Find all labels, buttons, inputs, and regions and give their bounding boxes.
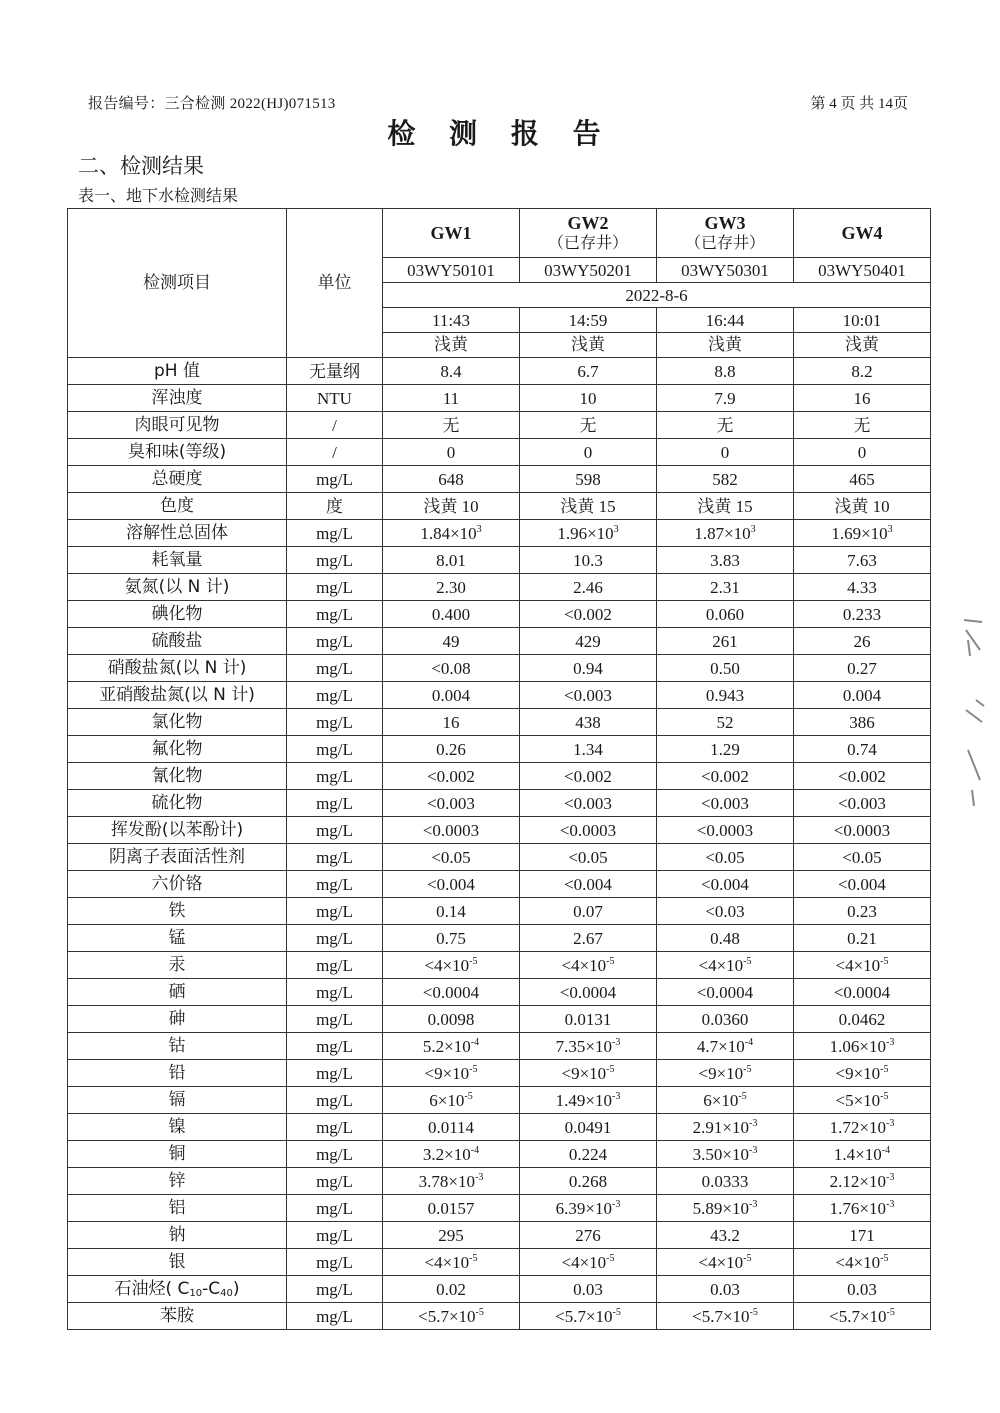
value-cell: $<5.7\times 10^{-5}$	[657, 1303, 794, 1330]
item-name: 阴离子表面活性剂	[68, 844, 287, 871]
value-cell: $<4\times 10^{-5}$	[794, 1249, 931, 1276]
item-name: 耗氧量	[68, 547, 287, 574]
sample-code: 03WY50201	[520, 258, 657, 283]
item-name: 苯胺	[68, 1303, 287, 1330]
value-cell: <0.003	[657, 790, 794, 817]
value-cell: <0.05	[520, 844, 657, 871]
sample-time: 11:43	[383, 308, 520, 333]
item-name: 肉眼可见物	[68, 412, 287, 439]
unit: mg/L	[287, 1276, 383, 1303]
unit: mg/L	[287, 898, 383, 925]
table-row	[68, 574, 931, 601]
value-cell: <0.05	[657, 844, 794, 871]
table-row	[68, 385, 931, 412]
value-cell: <0.0003	[657, 817, 794, 844]
value-cell: 0.0462	[794, 1006, 931, 1033]
value-cell: 598	[520, 466, 657, 493]
item-name: 石油烃( $C_{10}-C_{40}$)	[68, 1276, 287, 1303]
sample-color: 浅黄	[520, 333, 657, 358]
unit: 无量纲	[287, 358, 383, 385]
item-name: 钠	[68, 1222, 287, 1249]
unit: mg/L	[287, 466, 383, 493]
item-name: 砷	[68, 1006, 287, 1033]
table-row	[68, 466, 931, 493]
unit: 度	[287, 493, 383, 520]
value-cell: <0.002	[520, 601, 657, 628]
value-cell: 0.0360	[657, 1006, 794, 1033]
value-cell: 43.2	[657, 1222, 794, 1249]
value-cell: 16	[794, 385, 931, 412]
item-name: 亚硝酸盐氮(以 N 计)	[68, 682, 287, 709]
sample-color: 浅黄	[383, 333, 520, 358]
value-cell: 8.01	[383, 547, 520, 574]
item-name: 挥发酚(以苯酚计)	[68, 817, 287, 844]
report-number: 报告编号：三合检测 2022(HJ)071513	[88, 96, 336, 112]
table-row	[68, 601, 931, 628]
value-cell: 浅黄 10	[794, 493, 931, 520]
value-cell: $<9\times 10^{-5}$	[794, 1060, 931, 1087]
value-cell: 648	[383, 466, 520, 493]
value-cell: 浅黄 10	[383, 493, 520, 520]
item-name: 溶解性总固体	[68, 520, 287, 547]
value-cell: 16	[383, 709, 520, 736]
unit: mg/L	[287, 1114, 383, 1141]
table-row	[68, 1006, 931, 1033]
value-cell: $3.50\times 10^{-3}$	[657, 1141, 794, 1168]
value-cell: $1.96\times 10^3$	[520, 520, 657, 547]
value-cell: 582	[657, 466, 794, 493]
value-cell: 0	[657, 439, 794, 466]
value-cell: 0.400	[383, 601, 520, 628]
unit: NTU	[287, 385, 383, 412]
report-title: 检 测 报 告	[387, 117, 613, 150]
value-cell: 6.7	[520, 358, 657, 385]
value-cell: 0.268	[520, 1168, 657, 1195]
well-header-gw2	[520, 209, 657, 258]
unit: /	[287, 412, 383, 439]
value-cell: <0.003	[520, 682, 657, 709]
value-cell: $4.7\times 10^{-4}$	[657, 1033, 794, 1060]
table-row	[68, 547, 931, 574]
well-note: （已存井）	[684, 233, 765, 252]
table-row	[68, 898, 931, 925]
value-cell: 无	[657, 412, 794, 439]
unit: mg/L	[287, 952, 383, 979]
table-row	[68, 925, 931, 952]
value-cell: 2.31	[657, 574, 794, 601]
value-cell: $<5\times 10^{-5}$	[794, 1087, 931, 1114]
item-name: 碘化物	[68, 601, 287, 628]
header-row-wells	[68, 209, 931, 258]
value-cell: 0.23	[794, 898, 931, 925]
item-name: 铁	[68, 898, 287, 925]
value-cell: 0.004	[794, 682, 931, 709]
item-name: 臭和味(等级)	[68, 439, 287, 466]
table-row	[68, 682, 931, 709]
value-cell: $1.06\times 10^{-3}$	[794, 1033, 931, 1060]
value-cell: 386	[794, 709, 931, 736]
item-name: 氨氮(以 N 计)	[68, 574, 287, 601]
value-cell: <0.0003	[794, 817, 931, 844]
unit: mg/L	[287, 1303, 383, 1330]
well-name: GW1	[430, 222, 472, 243]
value-cell: 0.75	[383, 925, 520, 952]
item-header: 检测项目	[68, 209, 287, 358]
value-cell: 浅黄 15	[520, 493, 657, 520]
value-cell: 465	[794, 466, 931, 493]
value-cell: 0.07	[520, 898, 657, 925]
sample-time: 16:44	[657, 308, 794, 333]
item-name: 镉	[68, 1087, 287, 1114]
value-cell: <0.002	[657, 763, 794, 790]
value-cell: <0.05	[794, 844, 931, 871]
value-cell: $2.91\times 10^{-3}$	[657, 1114, 794, 1141]
value-cell: 0.224	[520, 1141, 657, 1168]
item-name: 汞	[68, 952, 287, 979]
value-cell: <0.002	[520, 763, 657, 790]
table-row	[68, 1168, 931, 1195]
value-cell: $1.87\times 10^3$	[657, 520, 794, 547]
value-cell: 0.94	[520, 655, 657, 682]
item-name: 氰化物	[68, 763, 287, 790]
value-cell: 1.29	[657, 736, 794, 763]
value-cell: 0.0157	[383, 1195, 520, 1222]
value-cell: 276	[520, 1222, 657, 1249]
unit: /	[287, 439, 383, 466]
unit: mg/L	[287, 817, 383, 844]
value-cell: <0.0004	[794, 979, 931, 1006]
value-cell: $6.39\times 10^{-3}$	[520, 1195, 657, 1222]
item-name: 钴	[68, 1033, 287, 1060]
unit: mg/L	[287, 790, 383, 817]
item-name: 色度	[68, 493, 287, 520]
value-cell: <0.05	[383, 844, 520, 871]
sample-code: 03WY50401	[794, 258, 931, 283]
unit: mg/L	[287, 1087, 383, 1114]
value-cell: $<4\times 10^{-5}$	[520, 952, 657, 979]
value-cell: 0.03	[657, 1276, 794, 1303]
value-cell: 11	[383, 385, 520, 412]
value-cell: $<5.7\times 10^{-5}$	[383, 1303, 520, 1330]
item-name: pH 值	[68, 358, 287, 385]
item-name: 硫化物	[68, 790, 287, 817]
value-cell: 0.21	[794, 925, 931, 952]
value-cell: 0	[383, 439, 520, 466]
unit: mg/L	[287, 736, 383, 763]
value-cell: 0.0491	[520, 1114, 657, 1141]
value-cell: $<9\times 10^{-5}$	[657, 1060, 794, 1087]
unit: mg/L	[287, 925, 383, 952]
table-row	[68, 763, 931, 790]
value-cell: 0.74	[794, 736, 931, 763]
value-cell: 0.03	[520, 1276, 657, 1303]
value-cell: 0.50	[657, 655, 794, 682]
table-row	[68, 412, 931, 439]
value-cell: 无	[383, 412, 520, 439]
table-row	[68, 709, 931, 736]
table-row	[68, 358, 931, 385]
value-cell: 295	[383, 1222, 520, 1249]
value-cell: <0.0003	[383, 817, 520, 844]
item-name: 铝	[68, 1195, 287, 1222]
value-cell: <0.0004	[383, 979, 520, 1006]
item-name: 镍	[68, 1114, 287, 1141]
unit: mg/L	[287, 574, 383, 601]
value-cell: $<5.7\times 10^{-5}$	[794, 1303, 931, 1330]
value-cell: 2.30	[383, 574, 520, 601]
well-header-gw4	[794, 209, 931, 258]
table-row	[68, 520, 931, 547]
value-cell: <0.003	[383, 790, 520, 817]
unit: mg/L	[287, 1195, 383, 1222]
unit: mg/L	[287, 1033, 383, 1060]
value-cell: 10.3	[520, 547, 657, 574]
value-cell: <0.003	[794, 790, 931, 817]
value-cell: 8.8	[657, 358, 794, 385]
value-cell: 49	[383, 628, 520, 655]
item-name: 浑浊度	[68, 385, 287, 412]
value-cell: $<9\times 10^{-5}$	[520, 1060, 657, 1087]
value-cell: 438	[520, 709, 657, 736]
item-name: 铅	[68, 1060, 287, 1087]
value-cell: 2.46	[520, 574, 657, 601]
value-cell: $5.2\times 10^{-4}$	[383, 1033, 520, 1060]
value-cell: 171	[794, 1222, 931, 1249]
unit: mg/L	[287, 601, 383, 628]
table-row	[68, 1222, 931, 1249]
value-cell: $7.35\times 10^{-3}$	[520, 1033, 657, 1060]
results-table	[67, 208, 931, 1330]
value-cell: 7.63	[794, 547, 931, 574]
item-name: 氯化物	[68, 709, 287, 736]
sample-code: 03WY50301	[657, 258, 794, 283]
well-header-gw1	[383, 209, 520, 258]
unit: mg/L	[287, 682, 383, 709]
value-cell: $6\times 10^{-5}$	[383, 1087, 520, 1114]
value-cell: $<4\times 10^{-5}$	[794, 952, 931, 979]
value-cell: $5.89\times 10^{-3}$	[657, 1195, 794, 1222]
value-cell: 0.233	[794, 601, 931, 628]
value-cell: 0.02	[383, 1276, 520, 1303]
unit: mg/L	[287, 871, 383, 898]
value-cell: $<4\times 10^{-5}$	[657, 1249, 794, 1276]
table-row	[68, 736, 931, 763]
table-row	[68, 952, 931, 979]
unit: mg/L	[287, 628, 383, 655]
table-row	[68, 1060, 931, 1087]
value-cell: <0.003	[520, 790, 657, 817]
section-heading: 二、检测结果	[78, 154, 204, 178]
value-cell: $2.12\times 10^{-3}$	[794, 1168, 931, 1195]
item-name: 银	[68, 1249, 287, 1276]
sample-time: 10:01	[794, 308, 931, 333]
value-cell: 0.14	[383, 898, 520, 925]
item-name: 六价铬	[68, 871, 287, 898]
stamp-edge-mark	[958, 610, 988, 810]
well-name: GW4	[841, 222, 883, 243]
table-row	[68, 790, 931, 817]
value-cell: 无	[520, 412, 657, 439]
value-cell: $1.4\times 10^{-4}$	[794, 1141, 931, 1168]
value-cell: 0.0098	[383, 1006, 520, 1033]
value-cell: $<5.7\times 10^{-5}$	[520, 1303, 657, 1330]
value-cell: $6\times 10^{-5}$	[657, 1087, 794, 1114]
value-cell: $<4\times 10^{-5}$	[520, 1249, 657, 1276]
value-cell: 10	[520, 385, 657, 412]
value-cell: 3.83	[657, 547, 794, 574]
value-cell: 无	[794, 412, 931, 439]
value-cell: $3.2\times 10^{-4}$	[383, 1141, 520, 1168]
item-name: 总硬度	[68, 466, 287, 493]
table-row	[68, 817, 931, 844]
sample-date: 2022-8-6	[383, 283, 931, 308]
table-row	[68, 1114, 931, 1141]
value-cell: 429	[520, 628, 657, 655]
value-cell: 8.2	[794, 358, 931, 385]
sample-code: 03WY50101	[383, 258, 520, 283]
value-cell: $<9\times 10^{-5}$	[383, 1060, 520, 1087]
well-name: GW3	[704, 213, 746, 233]
value-cell: $<4\times 10^{-5}$	[383, 952, 520, 979]
value-cell: <0.08	[383, 655, 520, 682]
table-row	[68, 1141, 931, 1168]
item-name: 硫酸盐	[68, 628, 287, 655]
value-cell: 0.03	[794, 1276, 931, 1303]
well-note: （已存井）	[547, 233, 628, 252]
unit: mg/L	[287, 1222, 383, 1249]
value-cell: <0.004	[520, 871, 657, 898]
unit: mg/L	[287, 655, 383, 682]
value-cell: 52	[657, 709, 794, 736]
value-cell: <0.002	[383, 763, 520, 790]
value-cell: 0.943	[657, 682, 794, 709]
table-row	[68, 1276, 931, 1303]
table-row	[68, 1249, 931, 1276]
table-row	[68, 628, 931, 655]
item-name: 锌	[68, 1168, 287, 1195]
unit: mg/L	[287, 520, 383, 547]
unit: mg/L	[287, 547, 383, 574]
unit: mg/L	[287, 844, 383, 871]
unit: mg/L	[287, 1141, 383, 1168]
value-cell: 4.33	[794, 574, 931, 601]
value-cell: $1.76\times 10^{-3}$	[794, 1195, 931, 1222]
value-cell: 0.48	[657, 925, 794, 952]
value-cell: <0.0003	[520, 817, 657, 844]
item-name: 硝酸盐氮(以 N 计)	[68, 655, 287, 682]
unit: mg/L	[287, 1168, 383, 1195]
value-cell: <0.0004	[657, 979, 794, 1006]
results-table-body	[68, 209, 931, 1330]
table-row	[68, 1195, 931, 1222]
value-cell: 26	[794, 628, 931, 655]
value-cell: 0.27	[794, 655, 931, 682]
unit: mg/L	[287, 979, 383, 1006]
item-name: 硒	[68, 979, 287, 1006]
value-cell: <0.0004	[520, 979, 657, 1006]
value-cell: $1.84\times 10^3$	[383, 520, 520, 547]
table-row	[68, 979, 931, 1006]
unit: mg/L	[287, 1060, 383, 1087]
value-cell: $<4\times 10^{-5}$	[657, 952, 794, 979]
unit-header: 单位	[287, 209, 383, 358]
sample-color: 浅黄	[794, 333, 931, 358]
table-row	[68, 439, 931, 466]
table-row	[68, 1303, 931, 1330]
table-row	[68, 655, 931, 682]
value-cell: $3.78\times 10^{-3}$	[383, 1168, 520, 1195]
value-cell: <0.004	[657, 871, 794, 898]
sample-color: 浅黄	[657, 333, 794, 358]
value-cell: 0.0114	[383, 1114, 520, 1141]
value-cell: $<4\times 10^{-5}$	[383, 1249, 520, 1276]
unit: mg/L	[287, 1249, 383, 1276]
value-cell: 1.34	[520, 736, 657, 763]
value-cell: 0	[794, 439, 931, 466]
value-cell: 261	[657, 628, 794, 655]
value-cell: 8.4	[383, 358, 520, 385]
value-cell: <0.03	[657, 898, 794, 925]
unit: mg/L	[287, 763, 383, 790]
value-cell: 7.9	[657, 385, 794, 412]
value-cell: 0.0333	[657, 1168, 794, 1195]
value-cell: <0.002	[794, 763, 931, 790]
value-cell: 2.67	[520, 925, 657, 952]
unit: mg/L	[287, 1006, 383, 1033]
value-cell: 0.26	[383, 736, 520, 763]
table-row	[68, 844, 931, 871]
value-cell: $1.72\times 10^{-3}$	[794, 1114, 931, 1141]
item-name: 氟化物	[68, 736, 287, 763]
page-number: 第 4 页 共 14页	[810, 96, 908, 112]
table-row	[68, 1033, 931, 1060]
value-cell: 0.004	[383, 682, 520, 709]
table-row	[68, 871, 931, 898]
value-cell: 0.060	[657, 601, 794, 628]
unit: mg/L	[287, 709, 383, 736]
table-row	[68, 493, 931, 520]
well-name: GW2	[567, 213, 609, 233]
item-name: 铜	[68, 1141, 287, 1168]
value-cell: <0.004	[794, 871, 931, 898]
sample-time: 14:59	[520, 308, 657, 333]
well-header-gw3	[657, 209, 794, 258]
item-name: 锰	[68, 925, 287, 952]
value-cell: 浅黄 15	[657, 493, 794, 520]
value-cell: <0.004	[383, 871, 520, 898]
table-caption: 表一、地下水检测结果	[78, 186, 239, 205]
value-cell: 0.0131	[520, 1006, 657, 1033]
value-cell: $1.49\times 10^{-3}$	[520, 1087, 657, 1114]
table-row	[68, 1087, 931, 1114]
value-cell: $1.69\times 10^3$	[794, 520, 931, 547]
value-cell: 0	[520, 439, 657, 466]
